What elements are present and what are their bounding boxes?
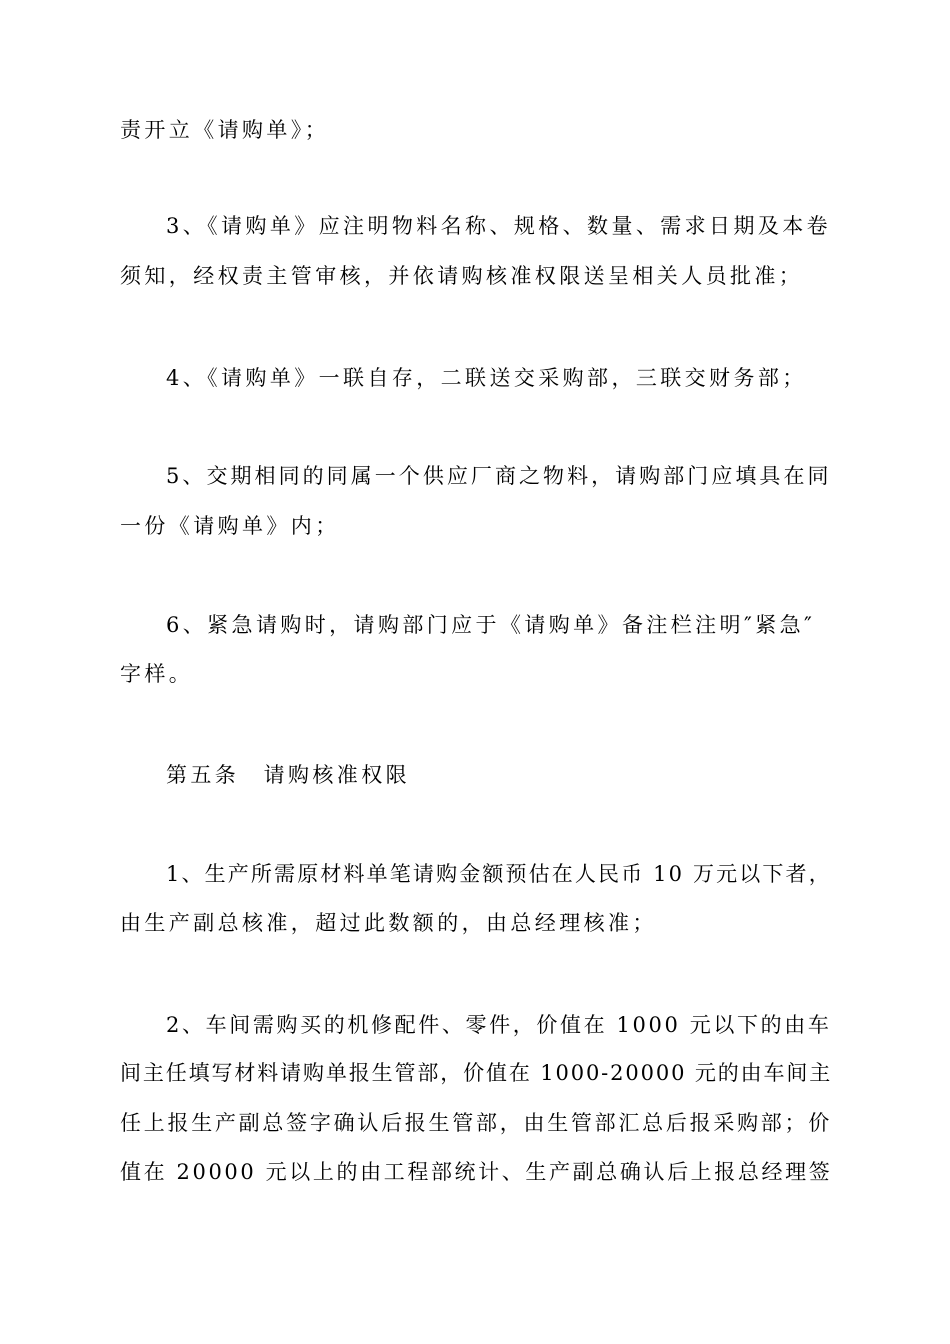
paragraph-line: 由生产副总核准，超过此数额的，由总经理核准； <box>120 911 657 935</box>
paragraph-line: 5、交期相同的同属一个供应厂商之物料，请购部门应填具在同 <box>166 464 832 488</box>
paragraph-line: 责开立《请购单》； <box>120 118 330 142</box>
paragraph-line: 须知，经权责主管审核，并依请购核准权限送呈相关人员批准； <box>120 264 804 288</box>
paragraph-line: 值在 20000 元以上的由工程部统计、生产副总确认后上报总经理签 <box>120 1160 833 1184</box>
paragraph-line: 字样。 <box>120 662 194 686</box>
paragraph-line: 4、《请购单》一联自存，二联送交采购部，三联交财务部； <box>166 366 807 390</box>
paragraph-line: 6、紧急请购时，请购部门应于《请购单》备注栏注明″紧急″ <box>166 613 816 637</box>
paragraph-line: 间主任填写材料请购单报生管部，价值在 1000-20000 元的由车间主 <box>120 1061 833 1085</box>
paragraph-line: 任上报生产副总签字确认后报生管部，由生管部汇总后报采购部；价 <box>120 1111 832 1135</box>
paragraph-line: 3、《请购单》应注明物料名称、规格、数量、需求日期及本卷 <box>166 214 832 238</box>
paragraph-line: 1、生产所需原材料单笔请购金额预估在人民币 10 万元以下者， <box>166 862 832 886</box>
paragraph-line: 一份《请购单》内； <box>120 514 340 538</box>
section-heading: 第五条 请购核准权限 <box>166 763 410 787</box>
paragraph-line: 2、车间需购买的机修配件、零件，价值在 1000 元以下的由车 <box>166 1013 832 1037</box>
